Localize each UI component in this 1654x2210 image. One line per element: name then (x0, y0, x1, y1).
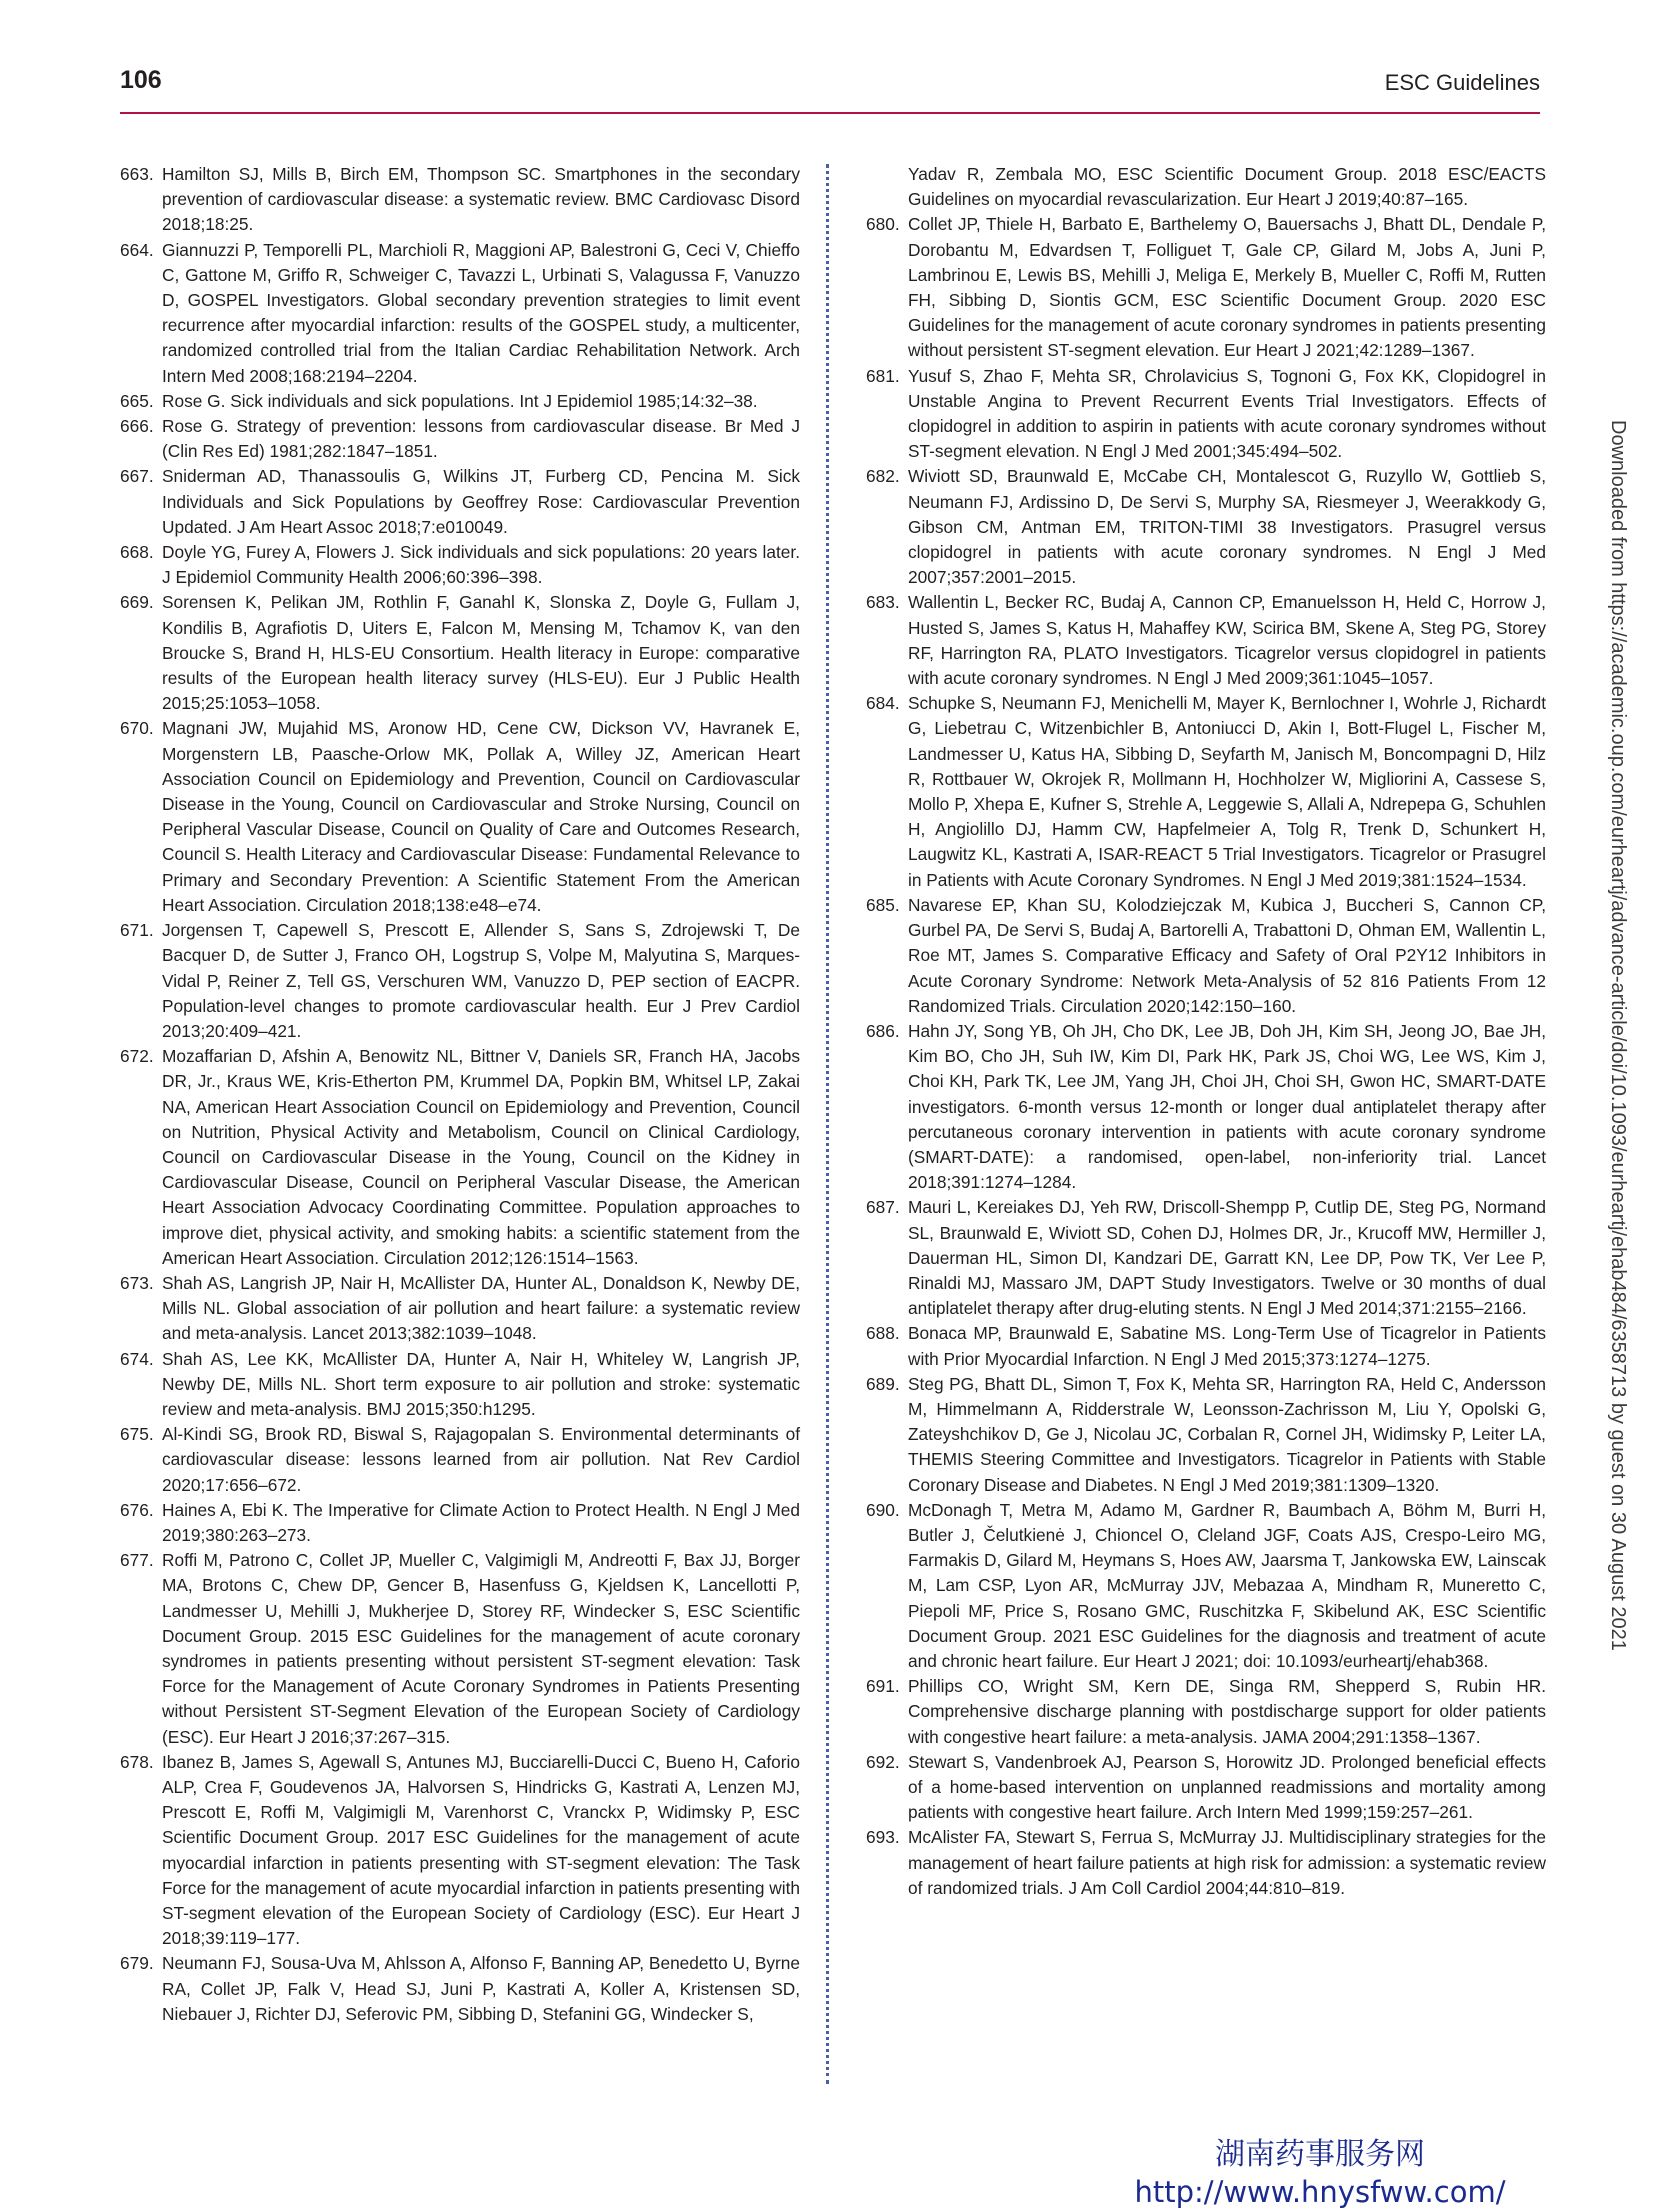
reference-item (866, 1750, 1546, 1826)
reference-item (866, 1195, 1546, 1321)
reference-text: Haines A, Ebi K. The Imperative for Climate Action to Protect Health. N Engl J Med 2019;380:263–273. (162, 1499, 800, 1545)
reference-text: Wiviott SD, Braunwald E, McCabe CH, Montalescot G, Ruzyllo W, Gottlieb S, Neumann FJ, Ardissino D, De Servi S, Murphy SA, Riesmeyer J, Weerakkody G, Gibson CM, Antman EM, TRITON-TIMI 38 Investigators. Prasugrel versus clopidogrel in patients with acute coronary syndromes. N Engl J Med 2007;357:2001–2015. (908, 466, 1546, 588)
reference-text: Navarese EP, Khan SU, Kolodziejczak M, Kubica J, Buccheri S, Cannon CP, Gurbel PA, De Servi S, Budaj A, Bartorelli A, Trabattoni D, Ohman EM, Wallentin L, Roe MT, James S. Comparative Efficacy and Safety of Oral P2Y12 Inhibitors in Acute Coronary Syndrome: Network Meta-Analysis of 52 816 Patients From 12 Randomized Trials. Circulation 2020;142:150–160. (908, 894, 1546, 1016)
reference-number: 669. (120, 592, 154, 613)
reference-text: Yusuf S, Zhao F, Mehta SR, Chrolavicius S, Tognoni G, Fox KK, Clopidogrel in Unstable Angina to Prevent Recurrent Events Trial Investigators. Effects of clopidogrel in addition to aspirin in patients with acute coronary syndromes without ST-segment elevation. N Engl J Med 2001;345:494–502. (908, 365, 1546, 462)
reference-number: 671. (120, 920, 154, 941)
site-watermark (1110, 2136, 1530, 2210)
reference-text: Mozaffarian D, Afshin A, Benowitz NL, Bittner V, Daniels SR, Franch HA, Jacobs DR, Jr., Kraus WE, Kris-Etherton PM, Krummel DA, Popkin BM, Whitsel LP, Zakai NA, American Heart Association Council on Epidemiology and Prevention, Council on Nutrition, Physical Activity and Metabolism, Council on Clinical Cardiology, Council on Cardiovascular Disease in the Young, Council on the Kidney in Cardiovascular Disease, Council on Peripheral Vascular Disease, the American Heart Association Advocacy Coordinating Committee. Population approaches to improve diet, physical activity, and smoking habits: a scientific statement from the American Heart Association. Circulation 2012;126:1514–1563. (162, 1046, 800, 1268)
reference-item (866, 1825, 1546, 1901)
reference-item (120, 1271, 800, 1347)
reference-text: Neumann FJ, Sousa-Uva M, Ahlsson A, Alfonso F, Banning AP, Benedetto U, Byrne RA, Collet JP, Falk V, Head SJ, Juni P, Kastrati A, Koller A, Kristensen SD, Niebauer J, Richter DJ, Seferovic PM, Sibbing D, Stefanini GG, Windecker S, (162, 1953, 800, 2024)
reference-number: 691. (866, 1676, 900, 1697)
reference-text: Rose G. Strategy of prevention: lessons from cardiovascular disease. Br Med J (Clin Res Ed) 1981;282:1847–1851. (162, 416, 800, 462)
reference-item (866, 893, 1546, 1019)
reference-item (866, 212, 1546, 363)
download-note: Downloaded from https://academic.oup.com/eurheartj/advance-article/doi/10.1093/eurheartj/ehab484/6358713 by guest on 30 August 2021 (1607, 420, 1629, 1651)
reference-text: Giannuzzi P, Temporelli PL, Marchioli R, Maggioni AP, Balestroni G, Ceci V, Chieffo C, Gattone M, Griffo R, Schweiger C, Tavazzi L, Urbinati S, Valagussa F, Vanuzzo D, GOSPEL Investigators. Global secondary prevention strategies to limit event recurrence after myocardial infarction: results of the GOSPEL study, a multicenter, randomized controlled trial from the Italian Cardiac Rehabilitation Network. Arch Intern Med 2008;168:2194–2204. (162, 239, 800, 386)
reference-number: 680. (866, 214, 900, 235)
reference-number: 667. (120, 466, 154, 487)
reference-text: Mauri L, Kereiakes DJ, Yeh RW, Driscoll-Shempp P, Cutlip DE, Steg PG, Normand SL, Braunwald E, Wiviott SD, Cohen DJ, Holmes DR, Jr., Krucoff MW, Hermiller J, Dauerman HL, Simon DI, Kandzari DE, Garratt KN, Lee DP, Pow TK, Ver Lee P, Rinaldi MJ, Massaro JM, DAPT Study Investigators. Twelve or 30 months of dual antiplatelet therapy after drug-eluting stents. N Engl J Med 2014;371:2155–2166. (908, 1197, 1546, 1319)
reference-text: Hahn JY, Song YB, Oh JH, Cho DK, Lee JB, Doh JH, Kim SH, Jeong JO, Bae JH, Kim BO, Cho JH, Suh IW, Kim DI, Park HK, Park JS, Choi WG, Lee WS, Kim J, Choi KH, Park TK, Lee JM, Yang JH, Choi JH, Choi SH, Gwon HC, SMART-DATE investigators. 6-month versus 12-month or longer dual antiplatelet therapy after percutaneous coronary intervention in patients with acute coronary syndrome (SMART-DATE): a randomised, open-label, non-inferiority trial. Lancet 2018;391:1274–1284. (908, 1020, 1546, 1193)
reference-item (120, 918, 800, 1044)
reference-item (120, 1548, 800, 1750)
reference-text: Magnani JW, Mujahid MS, Aronow HD, Cene CW, Dickson VV, Havranek E, Morgenstern LB, Paasche-Orlow MK, Pollak A, Willey JZ, American Heart Association Council on Epidemiology and Prevention, Council on Cardiovascular Disease in the Young, Council on Cardiovascular and Stroke Nursing, Council on Peripheral Vascular Disease, Council on Quality of Care and Outcomes Research, Council S. Health Literacy and Cardiovascular Disease: Fundamental Relevance to Primary and Secondary Prevention: A Scientific Statement From the American Heart Association. Circulation 2018;138:e48–e74. (162, 718, 800, 915)
reference-text: Yadav R, Zembala MO, ESC Scientific Document Group. 2018 ESC/EACTS Guidelines on myocardial revascularization. Eur Heart J 2019;40:87–165. (908, 164, 1546, 210)
reference-text: McAlister FA, Stewart S, Ferrua S, McMurray JJ. Multidisciplinary strategies for the management of heart failure patients at high risk for admission: a systematic review of randomized trials. J Am Coll Cardiol 2004;44:810–819. (908, 1827, 1546, 1898)
reference-item (866, 1674, 1546, 1750)
reference-number: 682. (866, 466, 900, 487)
reference-text: Stewart S, Vandenbroek AJ, Pearson S, Horowitz JD. Prolonged beneficial effects of a home-based intervention on unplanned readmissions and mortality among patients with congestive heart failure. Arch Intern Med 1999;159:257–261. (908, 1751, 1546, 1823)
reference-number: 692. (866, 1751, 900, 1772)
reference-text: Doyle YG, Furey A, Flowers J. Sick individuals and sick populations: 20 years later. J Epidemiol Community Health 2006;60:396–398. (162, 542, 800, 588)
reference-text: McDonagh T, Metra M, Adamo M, Gardner R, Baumbach A, Böhm M, Burri H, Butler J, Čelutkienė J, Chioncel O, Cleland JGF, Coats AJS, Crespo-Leiro MG, Farmakis D, Gilard M, Heymans S, Hoes AW, Jaarsma T, Jankowska EW, Lainscak M, Lam CSP, Lyon AR, McMurray JJV, Mebazaa A, Mindham R, Muneretto C, Piepoli MF, Price S, Rosano GMC, Ruschitzka F, Skibelund AK, ESC Scientific Document Group. 2021 ESC Guidelines for the diagnosis and treatment of acute and chronic heart failure. Eur Heart J 2021; doi: 10.1093/eurheartj/ehab368. (908, 1499, 1546, 1671)
reference-text: Roffi M, Patrono C, Collet JP, Mueller C, Valgimigli M, Andreotti F, Bax JJ, Borger MA, Brotons C, Chew DP, Gencer B, Hasenfuss G, Kjeldsen K, Lancellotti P, Landmesser U, Mehilli J, Mukherjee D, Storey RF, Windecker S, ESC Scientific Document Group. 2015 ESC Guidelines for the management of acute coronary syndromes in patients presenting without persistent ST-segment elevation: Task Force for the Management of Acute Coronary Syndromes in Patients Presenting without Persistent ST-Segment Elevation of the European Society of Cardiology (ESC). Eur Heart J 2016;37:267–315. (162, 1550, 800, 1747)
reference-text: Steg PG, Bhatt DL, Simon T, Fox K, Mehta SR, Harrington RA, Held C, Andersson M, Himmelmann A, Ridderstrale W, Leonsson-Zachrisson M, Liu Y, Opolski G, Zateyshchikov D, Ge J, Nicolau JC, Corbalan R, Cornel JH, Widimsky P, Leiter LA, THEMIS Steering Committee and Investigators. Ticagrelor in Patients with Stable Coronary Disease and Diabetes. N Engl J Med 2019;381:1309–1320. (908, 1373, 1546, 1495)
page-number: 106 (120, 66, 162, 94)
reference-item (120, 540, 800, 590)
reference-item (866, 464, 1546, 590)
header-rule (120, 112, 1540, 114)
reference-text: Rose G. Sick individuals and sick populations. Int J Epidemiol 1985;14:32–38. (162, 390, 758, 411)
reference-number: 672. (120, 1046, 154, 1067)
reference-number: 686. (866, 1020, 900, 1041)
reference-text: Jorgensen T, Capewell S, Prescott E, Allender S, Sans S, Zdrojewski T, De Bacquer D, de Sutter J, Franco OH, Logstrup S, Volpe M, Malyutina S, Marques-Vidal P, Reiner Z, Tell GS, Verschuren WM, Vanuzzo D, PEP section of EACPR. Population-level changes to promote cardiovascular health. Eur J Prev Cardiol 2013;20:409–421. (162, 920, 800, 1041)
reference-item (120, 1422, 800, 1498)
reference-number: 688. (866, 1323, 900, 1344)
watermark-url[interactable]: http://www.hnysfww.com/ (1134, 2175, 1506, 2209)
reference-number: 678. (120, 1751, 154, 1772)
reference-item (120, 389, 800, 414)
reference-item (120, 1951, 800, 2027)
reference-number: 685. (866, 894, 900, 915)
reference-text: Schupke S, Neumann FJ, Menichelli M, Mayer K, Bernlochner I, Wohrle J, Richardt G, Liebetrau C, Witzenbichler B, Antoniucci D, Akin I, Bott-Flugel L, Fischer M, Landmesser U, Katus HA, Sibbing D, Seyfarth M, Janisch M, Boncompagni D, Hilz R, Rottbauer W, Okrojek R, Mollmann H, Hochholzer W, Migliorini A, Cassese S, Mollo P, Xhepa E, Kufner S, Strehle A, Leggewie S, Allali A, Ndrepepa G, Schuhlen H, Angiolillo DJ, Hamm CW, Hapfelmeier A, Tolg R, Trenk D, Schunkert H, Laugwitz KL, Kastrati A, ISAR-REACT 5 Trial Investigators. Ticagrelor or Prasugrel in Patients with Acute Coronary Syndromes. N Engl J Med 2019;381:1524–1534. (908, 693, 1546, 890)
reference-text: Wallentin L, Becker RC, Budaj A, Cannon CP, Emanuelsson H, Held C, Horrow J, Husted S, James S, Katus H, Mahaffey KW, Scirica BM, Skene A, Steg PG, Storey RF, Harrington RA, PLATO Investigators. Ticagrelor versus clopidogrel in patients with acute coronary syndromes. N Engl J Med 2009;361:1045–1057. (908, 592, 1546, 689)
column-divider (826, 164, 829, 2084)
reference-number: 668. (120, 542, 154, 563)
reference-item (866, 590, 1546, 691)
reference-number: 677. (120, 1550, 154, 1571)
page-header (120, 62, 1540, 102)
reference-number: 666. (120, 416, 154, 437)
reference-item (120, 1750, 800, 1952)
reference-item (866, 162, 1546, 212)
reference-text: Hamilton SJ, Mills B, Birch EM, Thompson SC. Smartphones in the secondary prevention of cardiovascular disease: a systematic review. BMC Cardiovasc Disord 2018;18:25. (162, 164, 800, 235)
reference-item (866, 1019, 1546, 1195)
reference-item (120, 162, 800, 238)
reference-number: 670. (120, 718, 154, 739)
reference-item (120, 590, 800, 716)
reference-item (120, 716, 800, 918)
reference-item (866, 1321, 1546, 1371)
references-column-right (866, 162, 1546, 1901)
reference-item (866, 1498, 1546, 1674)
reference-number: 673. (120, 1272, 154, 1293)
reference-number: 665. (120, 390, 154, 411)
reference-number: 664. (120, 239, 154, 260)
reference-number: 689. (866, 1373, 900, 1394)
reference-item (120, 464, 800, 540)
reference-number: 674. (120, 1348, 154, 1369)
references-column-left (120, 162, 800, 2027)
reference-number: 675. (120, 1424, 154, 1445)
reference-number: 687. (866, 1197, 900, 1218)
reference-item (120, 1498, 800, 1548)
reference-text: Phillips CO, Wright SM, Kern DE, Singa RM, Shepperd S, Rubin HR. Comprehensive discharge planning with postdischarge support for older patients with congestive heart failure: a meta-analysis. JAMA 2004;291:1358–1367. (908, 1676, 1546, 1747)
reference-text: Sniderman AD, Thanassoulis G, Wilkins JT, Furberg CD, Pencina M. Sick Individuals and Sick Populations by Geoffrey Rose: Cardiovascular Prevention Updated. J Am Heart Assoc 2018;7:e010049. (162, 466, 800, 537)
reference-item (120, 414, 800, 464)
reference-number: 681. (866, 365, 900, 386)
reference-text: Shah AS, Langrish JP, Nair H, McAllister DA, Hunter AL, Donaldson K, Newby DE, Mills NL. Global association of air pollution and heart failure: a systematic review and meta-analysis. Lancet 2013;382:1039–1048. (162, 1272, 800, 1344)
watermark-chinese: 湖南药事服务网 (1215, 2137, 1425, 2172)
reference-number: 676. (120, 1499, 154, 1520)
reference-number: 693. (866, 1827, 900, 1848)
reference-text: Shah AS, Lee KK, McAllister DA, Hunter A, Nair H, Whiteley W, Langrish JP, Newby DE, Mills NL. Short term exposure to air pollution and stroke: systematic review and meta-analysis. BMJ 2015;350:h1295. (162, 1348, 800, 1419)
reference-item (120, 1044, 800, 1271)
reference-number: 690. (866, 1499, 900, 1520)
reference-item (120, 1347, 800, 1423)
reference-text: Ibanez B, James S, Agewall S, Antunes MJ, Bucciarelli-Ducci C, Bueno H, Caforio ALP, Crea F, Goudevenos JA, Halvorsen S, Hindricks G, Kastrati A, Lenzen MJ, Prescott E, Roffi M, Valgimigli M, Varenhorst C, Vranckx P, Widimsky P, ESC Scientific Document Group. 2017 ESC Guidelines for the management of acute myocardial infarction in patients presenting with ST-segment elevation: The Task Force for the management of acute myocardial infarction in patients presenting with ST-segment elevation of the European Society of Cardiology (ESC). Eur Heart J 2018;39:119–177. (162, 1751, 800, 1949)
reference-item (866, 691, 1546, 893)
reference-item (120, 238, 800, 389)
reference-number: 684. (866, 693, 900, 714)
reference-item (866, 364, 1546, 465)
reference-item (866, 1372, 1546, 1498)
running-title: ESC Guidelines (1384, 70, 1540, 95)
reference-text: Sorensen K, Pelikan JM, Rothlin F, Ganahl K, Slonska Z, Doyle G, Fullam J, Kondilis B, Agrafiotis D, Uiters E, Falcon M, Mensing M, Tchamov K, van den Broucke S, Brand H, HLS-EU Consortium. Health literacy in Europe: comparative results of the European health literacy survey (HLS-EU). Eur J Public Health 2015;25:1053–1058. (162, 592, 800, 714)
reference-number: 663. (120, 164, 154, 184)
reference-number: 679. (120, 1953, 154, 1974)
reference-text: Collet JP, Thiele H, Barbato E, Barthelemy O, Bauersachs J, Bhatt DL, Dendale P, Dorobantu M, Edvardsen T, Folliguet T, Gale CP, Gilard M, Jobs A, Juni P, Lambrinou E, Lewis BS, Mehilli J, Meliga E, Merkely B, Mueller C, Roffi M, Rutten FH, Sibbing D, Siontis GCM, ESC Scientific Document Group. 2020 ESC Guidelines for the management of acute coronary syndromes in patients presenting without persistent ST-segment elevation. Eur Heart J 2021;42:1289–1367. (908, 214, 1546, 361)
reference-number: 683. (866, 592, 900, 613)
reference-text: Bonaca MP, Braunwald E, Sabatine MS. Long-Term Use of Ticagrelor in Patients with Prior Myocardial Infarction. N Engl J Med 2015;373:1274–1275. (908, 1323, 1546, 1369)
reference-text: Al-Kindi SG, Brook RD, Biswal S, Rajagopalan S. Environmental determinants of cardiovascular disease: lessons learned from air pollution. Nat Rev Cardiol 2020;17:656–672. (162, 1424, 800, 1495)
